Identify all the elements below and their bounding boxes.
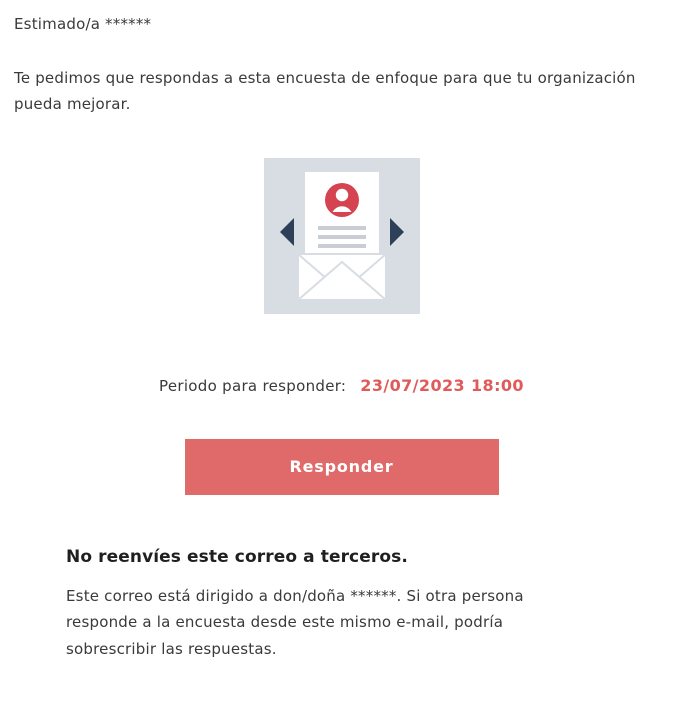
forward-warning	[66, 547, 669, 663]
illustration-container	[14, 158, 669, 314]
intro-text: Te pedimos que respondas a esta encuesta de enfoque para que tu organización pueda mejorar.	[14, 69, 636, 114]
survey-envelope-icon	[264, 158, 420, 314]
deadline-label: Periodo para responder:	[159, 376, 347, 395]
deadline-value: 23/07/2023 18:00	[360, 375, 524, 395]
cta-row	[14, 439, 669, 495]
deadline-row	[14, 376, 669, 395]
forward-warning-title: No reenvíes este correo a terceros.	[66, 546, 408, 567]
greeting-text: Estimado/a ******	[14, 15, 152, 33]
forward-warning-body: Este correo está dirigido a don/doña ******. Si otra persona responde a la encuesta desde este mismo e-mail, podría sobrescribir las respuestas.	[66, 586, 524, 658]
respond-button[interactable]: Responder	[185, 439, 499, 495]
survey-envelope-illustration	[264, 158, 420, 314]
